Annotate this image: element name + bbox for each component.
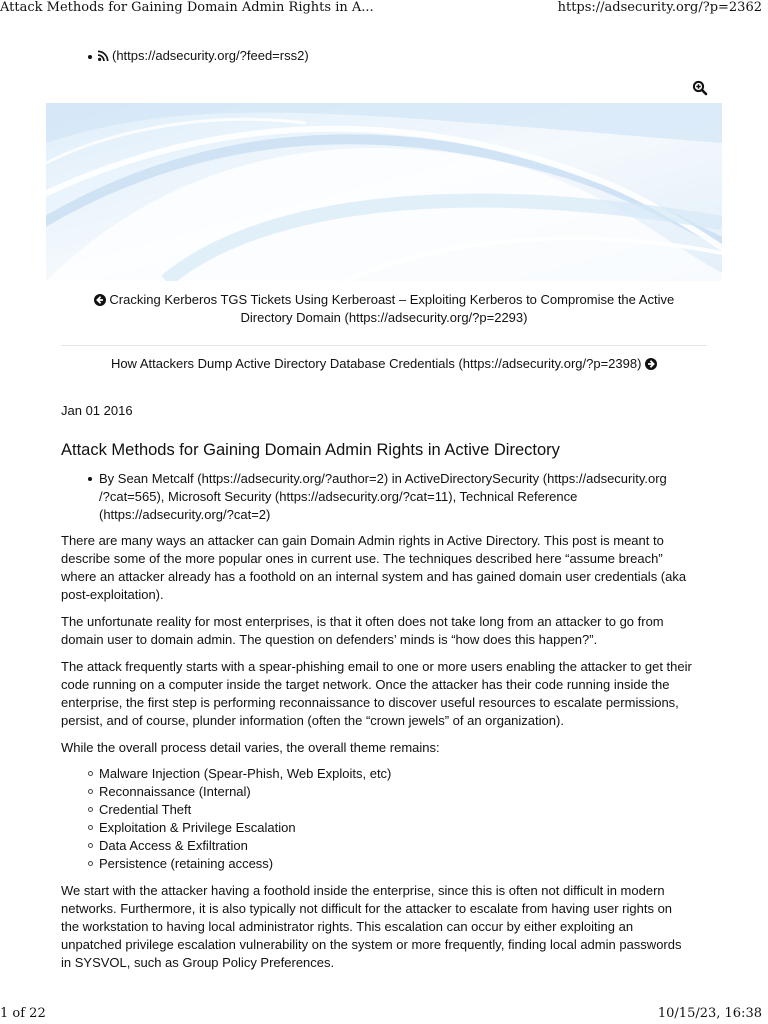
print-page-title: Attack Methods for Gaining Domain Admin Rights in A...	[0, 0, 374, 15]
next-post-link[interactable]	[61, 355, 707, 373]
paragraph-line: in SYSVOL, such as Group Policy Preferences.	[61, 955, 335, 970]
list-item: Exploitation & Privilege Escalation	[99, 819, 391, 837]
paragraph-line: domain user to domain admin. The question on defenders’ minds is “how does this happen?”.	[61, 632, 598, 647]
paragraph-line: unpatched privilege escalation vulnerability on the system or more frequently, finding local admin passwords	[61, 937, 682, 952]
paragraph-line: We start with the attacker having a foothold inside the enterprise, since this is often not difficult in modern	[61, 883, 665, 898]
paragraph-line: enterprise, the first step is performing reconnaissance to discover useful resources to escalate permissions,	[61, 695, 679, 710]
next-post-title[interactable]: How Attackers Dump Active Directory Database Credentials (https://adsecurity.org/?p=2398)	[110, 356, 642, 371]
byline-line[interactable]: By Sean Metcalf (https://adsecurity.org/?author=2) in ActiveDirectorySecurity (https://adsecurity.org	[99, 471, 667, 486]
header-banner-image	[46, 103, 722, 281]
list-item: Persistence (retaining access)	[99, 855, 391, 873]
zoom-in-icon[interactable]	[692, 80, 708, 96]
circle-arrow-left-icon	[94, 292, 106, 307]
previous-post-link[interactable]	[70, 291, 698, 327]
list-item: Reconnaissance (Internal)	[99, 783, 391, 801]
print-header	[0, 0, 768, 22]
rss-feed-item	[88, 48, 309, 63]
post-date: Jan 01 2016	[61, 403, 133, 418]
print-timestamp: 10/15/23, 16:38	[657, 1006, 762, 1021]
rss-feed-link[interactable]: (https://adsecurity.org/?feed=rss2)	[112, 48, 309, 63]
post-paragraph	[61, 613, 711, 649]
attack-steps-list	[99, 765, 391, 872]
list-item: Malware Injection (Spear-Phish, Web Exploits, etc)	[99, 766, 392, 781]
list-item: Data Access & Exfiltration	[99, 837, 391, 855]
print-page-number: 1 of 22	[0, 1006, 46, 1021]
paragraph-line: The attack frequently starts with a spear-phishing email to one or more users enabling the attacker to get their	[61, 659, 692, 674]
list-item: Credential Theft	[99, 801, 391, 819]
rss-icon[interactable]	[98, 48, 112, 63]
paragraph-line: code running on a computer inside the target network. Once the attacker has their code running inside the	[61, 677, 670, 692]
paragraph-line: persist, and of course, plunder information (often the “crown jewels” of an organization).	[61, 713, 564, 728]
post-paragraph	[61, 658, 711, 730]
post-paragraph	[61, 532, 711, 604]
post-navigation-divider	[61, 345, 707, 346]
previous-post-title-line1[interactable]: Cracking Kerberos TGS Tickets Using Kerberoast – Exploiting Kerberos to Compromise the Active	[109, 292, 675, 307]
paragraph-line: post-exploitation).	[61, 587, 164, 602]
list-bullet	[88, 55, 92, 59]
paragraph-line: There are many ways an attacker can gain Domain Admin rights in Active Directory. This post is meant to	[61, 533, 664, 548]
previous-post-title-line2[interactable]: Directory Domain (https://adsecurity.org/?p=2293)	[240, 310, 528, 325]
circle-arrow-right-icon	[645, 356, 657, 371]
paragraph-line: The unfortunate reality for most enterprises, is that it often does not take long from an attacker to go from	[61, 614, 664, 629]
list-bullet	[88, 477, 92, 481]
paragraph-line: networks. Furthermore, it is also typically not difficult for the attacker to escalate from having user rights on	[61, 901, 673, 916]
post-title: Attack Methods for Gaining Domain Admin Rights in Active Directory	[61, 441, 560, 459]
paragraph-line: describe some of the more popular ones in current use. The techniques described here “assume breach”	[61, 551, 663, 566]
post-paragraph	[61, 739, 711, 757]
byline-line[interactable]: /?cat=565), Microsoft Security (https://adsecurity.org/?cat=11), Technical Reference	[99, 489, 578, 504]
paragraph-line: where an attacker already has a foothold on an internal system and has gained domain user credentials (aka	[61, 569, 687, 584]
post-byline	[99, 470, 691, 524]
paragraph-line: While the overall process detail varies, the overall theme remains:	[61, 740, 440, 755]
paragraph-line: the workstation to having local administrator rights. This escalation can occur by either exploiting an	[61, 919, 634, 934]
print-footer	[0, 1002, 768, 1024]
print-page-url: https://adsecurity.org/?p=2362	[557, 0, 762, 15]
post-paragraph	[61, 882, 711, 972]
byline-line[interactable]: (https://adsecurity.org/?cat=2)	[99, 507, 271, 522]
